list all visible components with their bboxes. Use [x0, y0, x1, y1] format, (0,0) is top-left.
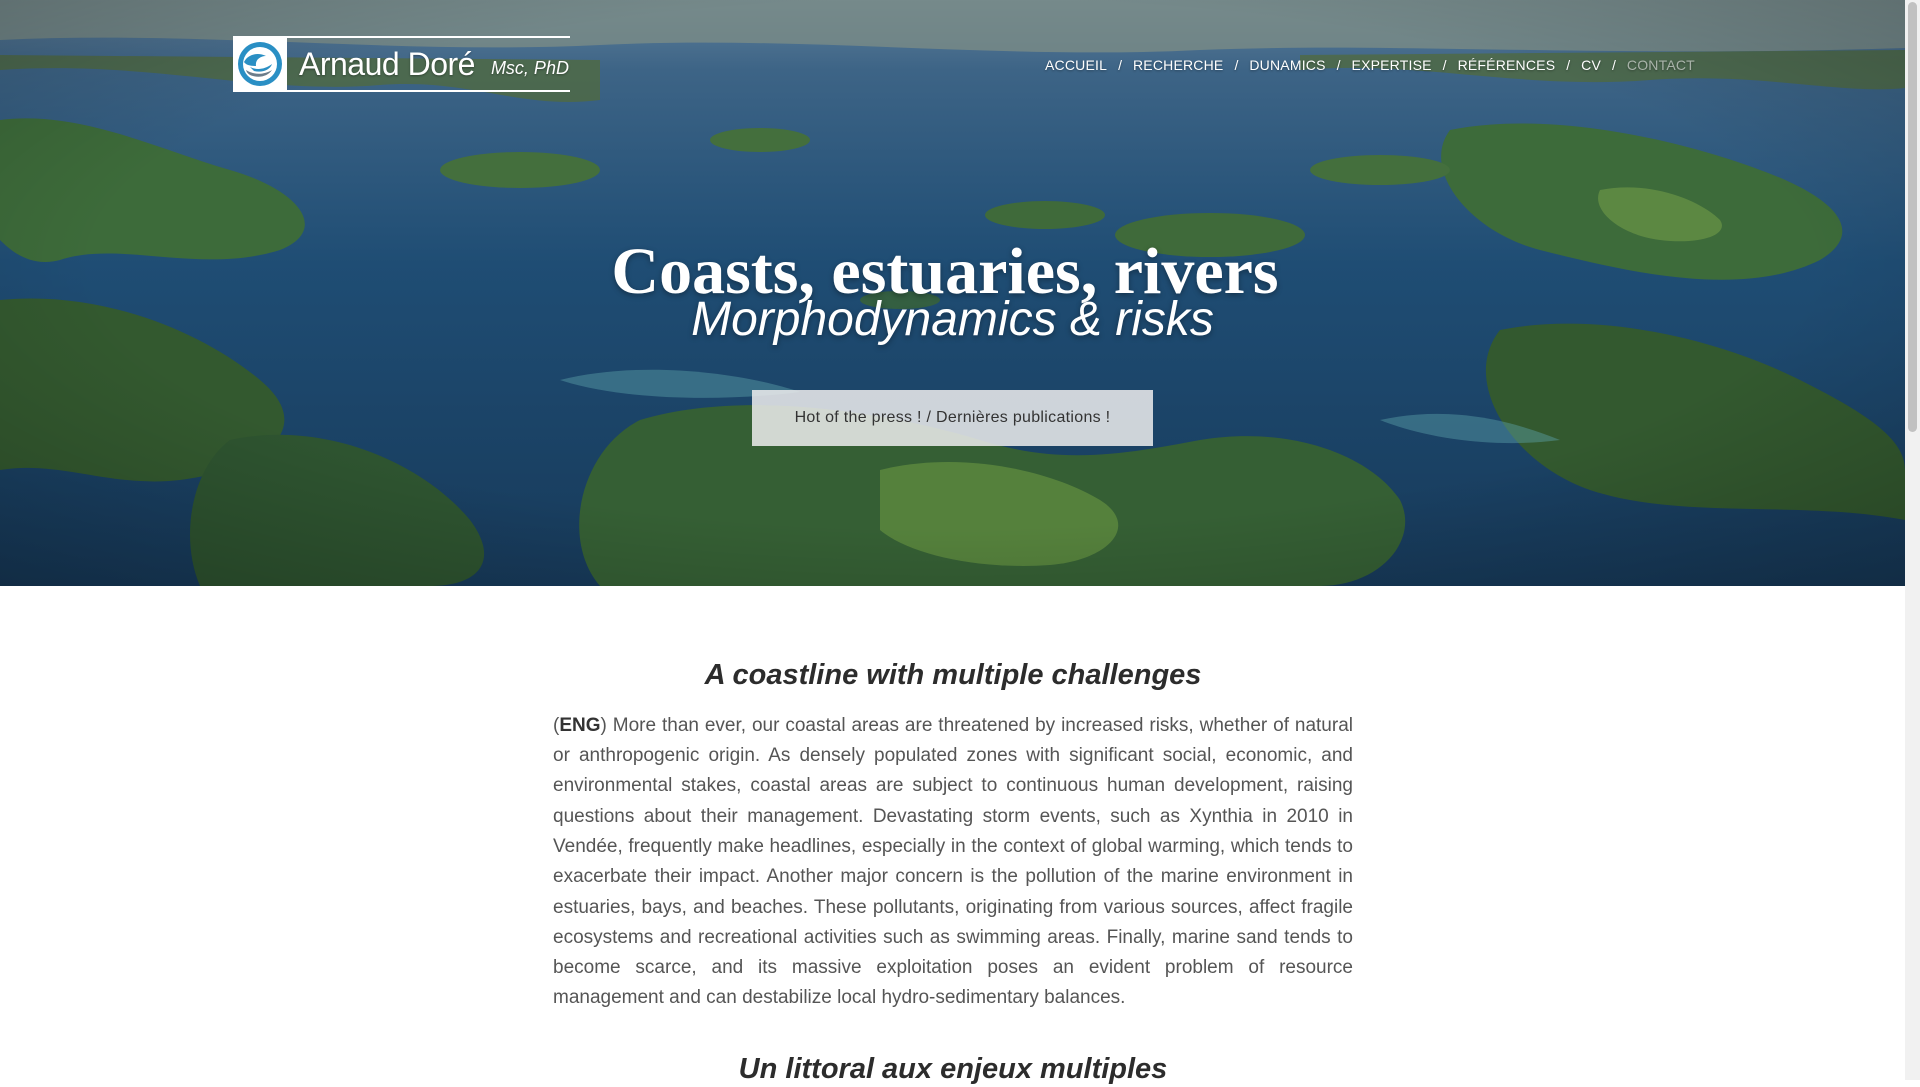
site-owner-name[interactable]: Arnaud Doré: [299, 45, 475, 82]
main-content: [553, 586, 1353, 1087]
language-prefix: (: [553, 714, 560, 736]
nav-dunamics[interactable]: DUNAMICS: [1249, 57, 1326, 73]
nav-accueil[interactable]: ACCUEIL: [1045, 57, 1108, 73]
section-body-text: ) More than ever, our coastal areas are threatened by increased risks, whether of natural or anthropogenic origin. As densely populated zones with significant social, economic, and environmental stakes, coastal areas are subject to continuous human development, raising questions about their management. Devastating storm events, such as Xynthia in 2010 in Vendée, frequently make headlines, especially in the context of global warming, which tends to exacerbate their impact. Another major concern is the pollution of the marine environment in estuaries, bays, and beaches. These pollutants, originating from various sources, affect fragile ecosystems and recreational activities such as swimming areas. Finally, marine sand tends to become scarce, and its massive exploitation poses an evident problem of resource management and can destabilize local hydro-sedimentary balances.: [553, 714, 1353, 1009]
language-tag: ENG: [559, 714, 601, 736]
site-brand[interactable]: [233, 36, 570, 92]
scrollbar-thumb[interactable]: [1908, 2, 1917, 432]
nav-recherche[interactable]: RECHERCHE: [1132, 57, 1224, 73]
site-owner-title: Msc, PhD: [490, 57, 569, 78]
nav-expertise[interactable]: EXPERTISE: [1351, 57, 1432, 73]
nav-references[interactable]: RÉFÉRENCES: [1457, 57, 1556, 73]
nav-contact[interactable]: CONTACT: [1626, 57, 1695, 73]
nav-separator: /: [1234, 57, 1239, 73]
wave-logo-icon[interactable]: [233, 38, 287, 90]
nav-separator: /: [1612, 57, 1616, 73]
latest-publications-button[interactable]: Hot of the press ! / Dernières publications !: [752, 390, 1153, 446]
nav-separator: /: [1442, 57, 1447, 73]
nav-separator: /: [1566, 57, 1571, 73]
main-nav: [1045, 55, 1695, 75]
section-text-english: [553, 711, 1353, 1014]
section-title-french: Un littoral aux enjeux multiples: [738, 1052, 1168, 1085]
nav-cv[interactable]: CV: [1581, 57, 1601, 73]
hero-title: Coasts, estuaries, rivers: [611, 235, 1279, 309]
nav-separator: /: [1118, 57, 1122, 73]
nav-separator: /: [1336, 57, 1341, 73]
page-scrollbar[interactable]: [1905, 0, 1920, 1080]
hero-subtitle: Morphodynamics & risks: [691, 293, 1214, 346]
section-title-english: A coastline with multiple challenges: [704, 659, 1202, 691]
